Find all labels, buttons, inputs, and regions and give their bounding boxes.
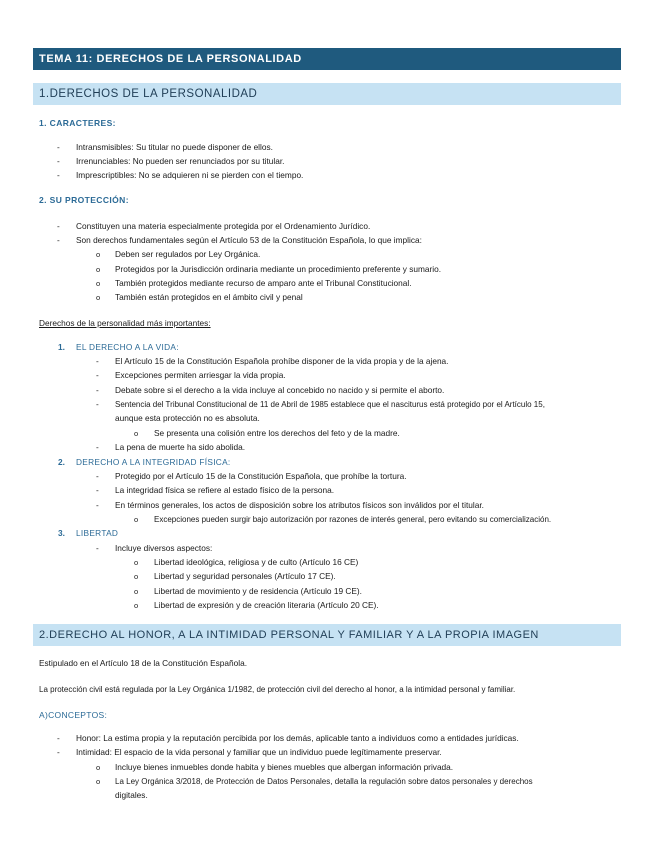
bullet-dash: -	[57, 747, 60, 757]
list-item: Honor: La estima propia y la reputación percibida por los demás, aplicable tanto a individuos como a entidades jurídicas.	[76, 733, 519, 743]
bullet-dash: -	[96, 385, 99, 395]
important-rights-heading: Derechos de la personalidad más importantes:	[39, 318, 211, 328]
section-heading-1: 1.DERECHOS DE LA PERSONALIDAD	[33, 83, 621, 105]
list-item: Imprescriptibles: No se adquieren ni se pierden con el tiempo.	[76, 170, 304, 180]
bullet-circle-icon: o	[96, 250, 101, 259]
list-item: La integridad física se refiere al estado físico de la persona.	[115, 485, 335, 495]
bullet-circle-icon: o	[134, 587, 139, 596]
list-subitem: Protegidos por la Jurisdicción ordinaria mediante un procedimiento preferente y sumario.	[115, 264, 442, 274]
bullet-dash: -	[96, 399, 99, 409]
bullet-dash: -	[57, 142, 60, 152]
list-item-continuation: aunque esta protección no es absoluta.	[115, 413, 260, 423]
bullet-circle-icon: o	[96, 265, 101, 274]
caracteres-heading: 1. CARACTERES:	[39, 118, 116, 128]
list-item: Incluye diversos aspectos:	[115, 543, 213, 553]
list-number: 3.	[58, 528, 65, 538]
bullet-circle-icon: o	[96, 293, 101, 302]
list-subitem-continuation: digitales.	[115, 790, 148, 800]
bullet-dash: -	[96, 543, 99, 553]
list-item: La pena de muerte ha sido abolida.	[115, 442, 246, 452]
list-item: Intransmisibles: Su titular no puede disponer de ellos.	[76, 142, 273, 152]
proteccion-heading: 2. SU PROTECCIÓN:	[39, 195, 129, 205]
bullet-dash: -	[96, 356, 99, 366]
list-item: Excepciones permiten arriesgar la vida propia.	[115, 370, 286, 380]
bullet-dash: -	[57, 170, 60, 180]
list-item: Debate sobre si el derecho a la vida incluye al concebido no nacido y si permite el aborto.	[115, 385, 445, 395]
list-subitem: Incluye bienes inmuebles donde habita y bienes muebles que albergan información privada.	[115, 762, 454, 772]
bullet-dash: -	[57, 221, 60, 231]
bullet-dash: -	[96, 500, 99, 510]
list-subitem: También están protegidos en el ámbito civil y penal	[115, 292, 303, 302]
bullet-dash: -	[96, 442, 99, 452]
bullet-dash: -	[57, 733, 60, 743]
list-item: Son derechos fundamentales según el Artículo 53 de la Constitución Española, lo que implica:	[76, 235, 422, 245]
list-subitem: También protegidos mediante recurso de amparo ante el Tribunal Constitucional.	[115, 278, 412, 288]
conceptos-heading: A)CONCEPTOS:	[39, 710, 108, 720]
bullet-circle-icon: o	[96, 777, 101, 786]
vida-heading: EL DERECHO A LA VIDA:	[76, 342, 179, 352]
list-subitem: Libertad ideológica, religiosa y de culto (Artículo 16 CE)	[154, 557, 359, 567]
bullet-circle-icon: o	[96, 763, 101, 772]
bullet-circle-icon: o	[96, 279, 101, 288]
section-heading-2: 2.DERECHO AL HONOR, A LA INTIMIDAD PERSONAL Y FAMILIAR Y A LA PROPIA IMAGEN	[33, 624, 621, 646]
list-number: 1.	[58, 342, 65, 352]
bullet-circle-icon: o	[134, 572, 139, 581]
bullet-circle-icon: o	[134, 429, 139, 438]
list-item: Protegido por el Artículo 15 de la Constitución Española, que prohíbe la tortura.	[115, 471, 407, 481]
list-subitem: Libertad y seguridad personales (Artículo 17 CE).	[154, 571, 336, 581]
bullet-dash: -	[96, 485, 99, 495]
list-subitem: Libertad de movimiento y de residencia (Artículo 19 CE).	[154, 586, 362, 596]
libertad-heading: LIBERTAD	[76, 528, 119, 538]
bullet-dash: -	[96, 471, 99, 481]
list-item: En términos generales, los actos de disposición sobre los atributos físicos son inválidos por el titular.	[115, 500, 484, 510]
list-item: Irrenunciables: No pueden ser renunciados por su titular.	[76, 156, 285, 166]
list-subitem: La Ley Orgánica 3/2018, de Protección de Datos Personales, detalla la regulación sobre datos personales y derechos	[115, 777, 533, 786]
paragraph: Estipulado en el Artículo 18 de la Constitución Española.	[39, 658, 248, 668]
bullet-circle-icon: o	[134, 515, 139, 524]
list-subitem: Deben ser regulados por Ley Orgánica.	[115, 249, 261, 259]
bullet-circle-icon: o	[134, 601, 139, 610]
list-item: El Artículo 15 de la Constitución Española prohíbe disponer de la vida propia y de la ajena.	[115, 356, 449, 366]
bullet-dash: -	[57, 235, 60, 245]
list-subitem: Libertad de expresión y de creación literaria (Artículo 20 CE).	[154, 600, 379, 610]
list-item: Sentencia del Tribunal Constitucional de 11 de Abril de 1985 establece que el nasciturus está protegido por el Artículo 15,	[115, 400, 545, 409]
bullet-dash: -	[57, 156, 60, 166]
bullet-dash: -	[96, 370, 99, 380]
document-title: TEMA 11: DERECHOS DE LA PERSONALIDAD	[33, 48, 621, 70]
integridad-heading: DERECHO A LA INTEGRIDAD FÍSICA:	[76, 457, 231, 467]
list-subitem: Se presenta una colisión entre los derechos del feto y de la madre.	[154, 428, 400, 438]
list-number: 2.	[58, 457, 65, 467]
list-item: Constituyen una materia especialmente protegida por el Ordenamiento Jurídico.	[76, 221, 371, 231]
bullet-circle-icon: o	[134, 558, 139, 567]
list-item: Intimidad: El espacio de la vida personal y familiar que un individuo puede legítimamente preservar.	[76, 747, 442, 757]
paragraph: La protección civil está regulada por la Ley Orgánica 1/1982, de protección civil del derecho al honor, a la intimidad personal y familiar.	[39, 685, 516, 694]
list-subitem: Excepciones pueden surgir bajo autorización por razones de interés general, pero evitando su comercialización.	[154, 515, 552, 524]
